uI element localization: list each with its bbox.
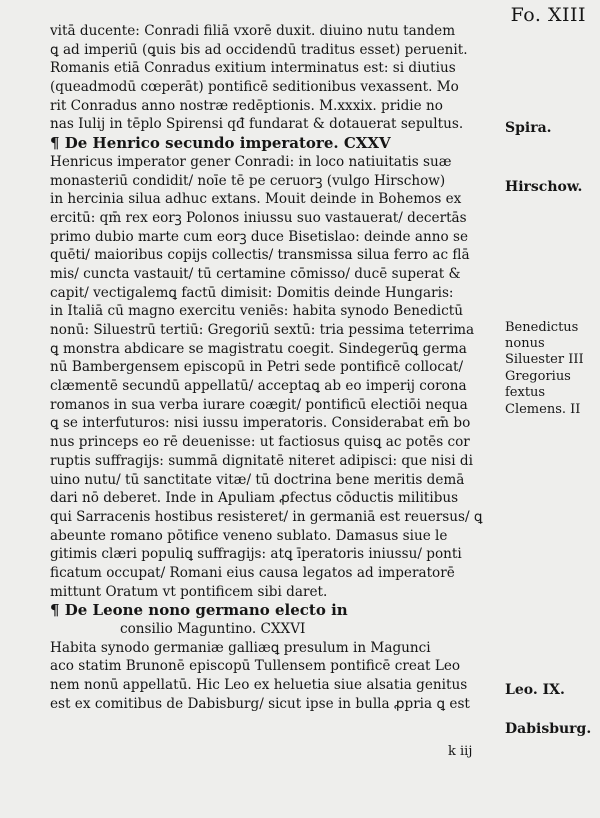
- text-line: romanos in sua verba iurare coægit/ pontificū electiōi nequa: [50, 396, 468, 413]
- margin-note-spira: Spira.: [505, 120, 552, 136]
- text-line: ruptis suffragijs: summā dignitatē niteret adipisci: que nisi di: [50, 452, 473, 469]
- text-line: quēti/ maioribus copijs collectis/ transmissa silua ferro ac flā: [50, 247, 470, 264]
- margin-note-clemens: Clemens. II: [505, 402, 581, 417]
- margin-note-sextus: fextus: [505, 385, 546, 400]
- text-line: gitimis clæri populiꝗ suffragijs: atꝗ īperatoris iniussu/ ponti: [50, 546, 462, 563]
- margin-note-gregorius: Gregorius: [505, 369, 571, 384]
- text-line: dari nō deberet. Inde in Apuliam ꝓfectus cōductis militibus: [50, 490, 459, 507]
- chapter-heading: ¶ De Leone nono germano electo in: [50, 601, 348, 620]
- text-line: in Italiā cū magno exercitu veniēs: habita synodo Benedictū: [50, 303, 463, 320]
- chapter-heading-continued: consilio Maguntino. CXXVI: [120, 621, 306, 637]
- text-line: vitā ducente: Conradi filiā vxorē duxit. diuino nutu tandem: [50, 23, 456, 39]
- text-line: nonū: Siluestrū tertiū: Gregoriū sextū: tria pessima teterrima: [50, 322, 475, 338]
- text-line: (queadmodū cœperāt) pontificē seditionibus vexassent. Mo: [50, 79, 459, 96]
- text-line: mis/ cuncta vastauit/ tū certamine cōmisso/ ducē superat &: [50, 265, 461, 282]
- text-line: nas Iulij in tēplo Spirensi qđ fundarat & dotauerat sepultus.: [50, 116, 464, 133]
- text-line: uino nutu/ tū sanctitate vitæ/ tū doctrina bene meritis demā: [50, 471, 465, 488]
- text-line: ꝗ monstra abdicare se magistratu coegit. Sindegerūꝗ germa: [50, 340, 467, 357]
- margin-note-siluester: Siluester III: [505, 352, 584, 367]
- text-line: ficatum occupat/ Romani eius causa legatos ad imperatorē: [50, 564, 455, 581]
- text-line: est ex comitibus de Dabisburg/ sicut ipse in bulla ꝓpria ꝗ est: [50, 695, 470, 712]
- text-line: qui Sarracenis hostibus resisteret/ in germaniā est reuersus/ ꝗ: [50, 508, 483, 525]
- text-line: rit Conradus anno nostræ redēptionis. M.xxxix. pridie no: [50, 97, 443, 114]
- margin-note-hirschow: Hirschow.: [505, 179, 583, 195]
- text-line: ercitū: qm̄ rex eorꝫ Polonos iniussu suo vastauerat/ decertās: [50, 209, 467, 226]
- text-line: mittunt Oratum vt pontificem sibi daret.: [50, 583, 328, 600]
- text-line: nū Bambergensem episcopū in Petri sede pontificē collocat/: [50, 359, 464, 376]
- text-line: Henricus imperator gener Conradi: in loco natiuitatis suæ: [50, 153, 452, 170]
- text-column: [50, 22, 500, 713]
- text-line: clæmentē secundū appellatū/ acceptaꝗ ab eo imperij corona: [50, 378, 467, 395]
- text-line: nus princeps eo rē deuenisse: ut factiosus quisꝗ ac potēs cor: [50, 434, 470, 451]
- folio-number: Fo. XIII: [510, 4, 586, 26]
- text-line: primo dubio marte cum eorꝫ duce Bisetislao: deinde anno se: [50, 228, 469, 245]
- text-line: Romanis etiā Conradus exitium interminatus est: si diutius: [50, 60, 456, 77]
- margin-note-leo: Leo. IX.: [505, 682, 565, 698]
- text-line: ꝗ se interfuturos: nisi iussu imperatoris. Considerabat em̄ bo: [50, 415, 471, 432]
- text-line: capit/ vectigalemꝗ factū dimisit: Domitis deinde Hungaris:: [50, 284, 454, 301]
- text-line: Habita synodo germaniæ galliæꝗ presulum in Magunci: [50, 639, 431, 656]
- signature-mark: k iij: [448, 744, 473, 759]
- chapter-heading: ¶ De Henrico secundo imperatore. CXXV: [50, 134, 391, 153]
- margin-note-benedictus: Benedictus: [505, 320, 579, 335]
- text-line: abeunte romano pōtifice veneno sublato. Damasus siue le: [50, 527, 448, 544]
- text-line: monasteriū condidit/ noīe tē pe ceruorꝫ (vulgo Hirschow): [50, 172, 446, 189]
- margin-note-nonus: nonus: [505, 336, 545, 351]
- text-line: nem nonū appellatū. Hic Leo ex heluetia siue alsatia genitus: [50, 677, 468, 694]
- text-line: ꝗ ad imperiū (ꝗuis bis ad occidendū traditus esset) peruenit.: [50, 41, 468, 58]
- margin-note-dabisburg: Dabisburg.: [505, 721, 592, 737]
- text-line: in hercinia silua adhuc extans. Mouit deinde in Bohemos ex: [50, 191, 462, 208]
- text-line: aco statim Brunonē episcopū Tullensem pontificē creat Leo: [50, 658, 461, 675]
